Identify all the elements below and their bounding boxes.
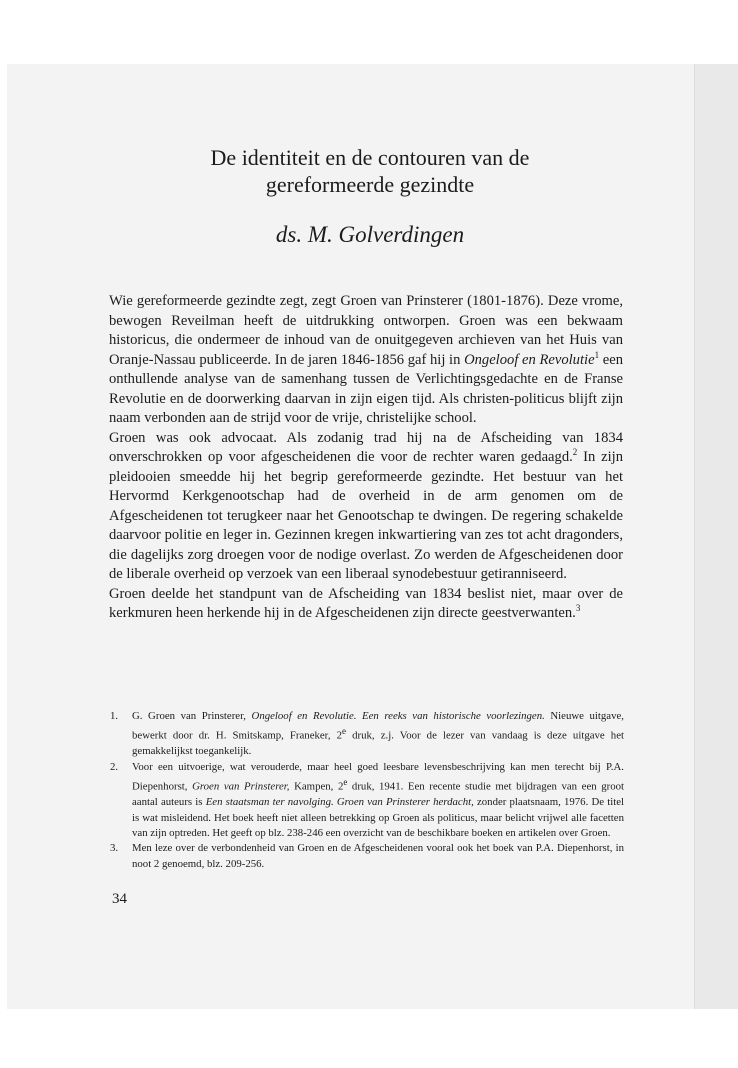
footnote-book-title: Groen van Prinsterer, — [192, 780, 290, 793]
paragraph-1-text-b: een onthullende analyse van de samenhang tussen de Verlichtingsgedachte en de Franse Revolutie en de doorwerking daarvan in zijn eigen tijd. Als christen-politicus blijft zijn naam verbonden aan de strijd voor de vrije, christelijke school. — [109, 351, 623, 426]
footnote-text: Voor een uitvoerige, wat verouderde, maar heel goed leesbare levensbeschrijving kan men terecht bij P.A. Diepenhorst, — [132, 760, 624, 793]
footnote-superscript: e — [342, 726, 347, 737]
paragraph-1-text-a: Wie gereformeerde gezindte zegt, zegt Groen van Prinsterer (1801-1876). Deze vrome, bewogen Reveilman heeft de uitdrukking ontworpen. Groen was een bekwaam historicus, die ondermeer de inhoud van de onuitgegeven archieven van het Huis van Oranje-Nassau publiceerde. In de jaren 1846-1856 gaf hij in — [109, 293, 623, 368]
paragraph-1 — [109, 292, 623, 429]
paragraph-3 — [109, 585, 623, 624]
paragraph-3-text: Groen deelde het standpunt van de Afscheiding van 1834 beslist niet, maar over de kerkmuren heen herkende hij in de Afgescheidenen zijn directe geestverwanten. — [109, 585, 623, 621]
footnote-superscript: e — [343, 777, 348, 788]
paragraph-2-text-b: In zijn pleidooien smeedde hij het begrip gereformeerde gezindte. Het bestuur van het Hervormd Kerkgenootschap had de overheid in de arm genomen om de Afgescheidenen tot terugkeer naar het Genootschap te dwingen. De regering schakelde daarvoor politie en leger in. Gezinnen kregen inkwartiering van zes tot acht dragonders, die dagelijks zorg droegen voor de nodige overlast. Zo werden de Afgescheidenen door de liberale overheid op verzoek van een liberaal synodebestuur getiranniseerd. — [109, 449, 623, 582]
article-body — [109, 292, 623, 624]
footnote-text: Kampen, 2 — [289, 780, 344, 793]
book-title-ongeloof: Ongeloof en Revolutie — [464, 351, 595, 368]
footnote-number: 2. — [110, 760, 119, 773]
footnote-number: 3. — [110, 842, 119, 855]
footnote-text: G. Groen van Prinsterer, — [132, 710, 252, 722]
paragraph-2 — [109, 429, 623, 585]
footnote-text: druk, 1941. Een recente studie met bijdragen van een groot aantal auteurs is — [132, 780, 625, 809]
footnote-ref-1[interactable]: 1 — [594, 349, 600, 360]
footnote-text: Nieuwe uitgave, bewerkt door dr. H. Smitskamp, Franeker, 2 — [132, 710, 624, 742]
footnote-text: zonder plaatsnaam, 1976. De titel is wat misleidend. Het boek heeft niet alleen betrekking op Groen als politicus, maar belicht vrijwel alle facetten van zijn optreden. Het geeft op blz. 238-246 een overzicht van de beschikbare boeken en artikelen over Groen. — [132, 796, 624, 840]
footnote-2 — [110, 760, 624, 842]
page-title — [110, 144, 630, 198]
author-name: ds. M. Golverdingen — [275, 222, 465, 247]
footnotes — [110, 709, 624, 872]
title-line-2: gereformeerde gezindte — [265, 172, 475, 197]
footnote-ref-2[interactable]: 2 — [572, 447, 578, 458]
footnote-text: druk, z.j. Voor de lezer van vandaag is deze uitgave het gemakkelijkst toegankelijk. — [132, 730, 624, 758]
title-line-1: De identiteit en de contouren van de — [210, 145, 530, 170]
paragraph-2-text-a: Groen was ook advocaat. Als zodanig trad hij na de Afscheiding van 1834 onverschrokken op voor afgescheidenen die voor de rechter waren gedaagd. — [109, 429, 623, 465]
footnote-number: 1. — [110, 710, 119, 722]
page-number: 34 — [112, 891, 127, 907]
footnote-ref-3[interactable]: 3 — [575, 603, 581, 614]
footnote-3 — [110, 841, 624, 872]
page-edge — [694, 64, 738, 1009]
footnote-text: Men leze over de verbondenheid van Groen en de Afgescheidenen vooral ook het boek van P.A. Diepenhorst, in noot 2 genoemd, blz. 209-256. — [132, 842, 624, 870]
footnote-book-title: Ongeloof en Revolutie. Een reeks van historische voorlezingen. — [251, 710, 545, 722]
footnote-book-title: Een staatsman ter navolging. Groen van Prinsterer herdacht, — [205, 796, 474, 809]
footnote-1 — [110, 709, 624, 760]
